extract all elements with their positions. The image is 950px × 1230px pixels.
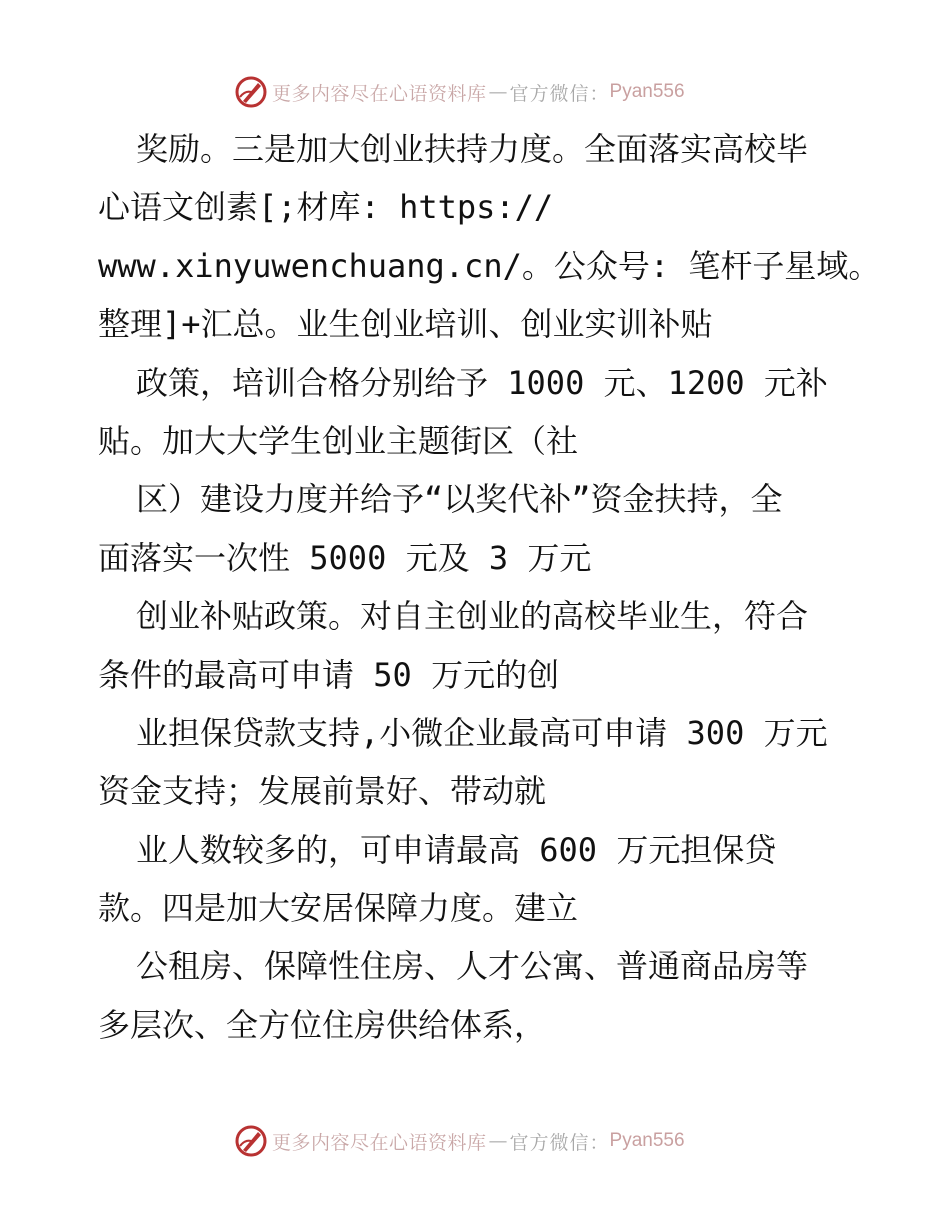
text-line: 资金支持；发展前景好、带动就 xyxy=(98,772,547,811)
text-line: 区）建设力度并给予“以奖代补”资金扶持，全 xyxy=(136,480,783,519)
text-line: www.xinyuwenchuang.cn/。公众号: 笔杆子星域。 xyxy=(98,246,881,285)
header-banner xyxy=(234,72,734,112)
text-line: 业担保贷款支持,小微企业最高可申请 300 万元 xyxy=(136,713,828,752)
text-line: 创业补贴政策。对自主创业的高校毕业生，符合 xyxy=(136,597,809,636)
footer-account-id: Pyan556 xyxy=(609,1130,685,1151)
text-line: 多层次、全方位住房供给体系， xyxy=(98,1005,547,1044)
text-line: 奖励。三是加大创业扶持力度。全面落实高校毕 xyxy=(136,130,809,168)
footer-banner-text: 更多内容尽在心语资料库 xyxy=(272,1131,487,1154)
text-line: 面落实一次性 5000 元及 3 万元 xyxy=(98,538,592,577)
text-line: 公租房、保障性住房、人才公寓、普通商品房等 xyxy=(136,947,809,986)
footer-official-label: 官方微信： xyxy=(509,1131,610,1154)
footer-banner-separator: — xyxy=(488,1130,508,1152)
footer-banner xyxy=(234,1121,734,1161)
text-line: 政策，培训合格分别给予 1000 元、1200 元补 xyxy=(136,363,828,402)
header-banner-text: 更多内容尽在心语资料库 xyxy=(272,82,487,105)
text-line: 整理]+汇总。业生创业培训、创业实训补贴 xyxy=(98,305,713,344)
text-line: 业人数较多的，可申请最高 600 万元担保贷 xyxy=(136,830,777,869)
text-line: 款。四是加大安居保障力度。建立 xyxy=(98,889,579,928)
quill-logo-icon xyxy=(234,75,268,109)
header-official-label: 官方微信： xyxy=(509,82,610,105)
header-account-id: Pyan556 xyxy=(609,81,685,102)
body-text xyxy=(98,120,881,1054)
header-banner-separator: — xyxy=(488,81,508,103)
text-line: 贴。加大大学生创业主题街区（社 xyxy=(98,421,579,460)
quill-logo-icon xyxy=(234,1124,268,1158)
text-line: 心语文创素[;材库: https:// xyxy=(98,188,554,227)
text-line: 条件的最高可申请 50 万元的创 xyxy=(98,655,560,694)
